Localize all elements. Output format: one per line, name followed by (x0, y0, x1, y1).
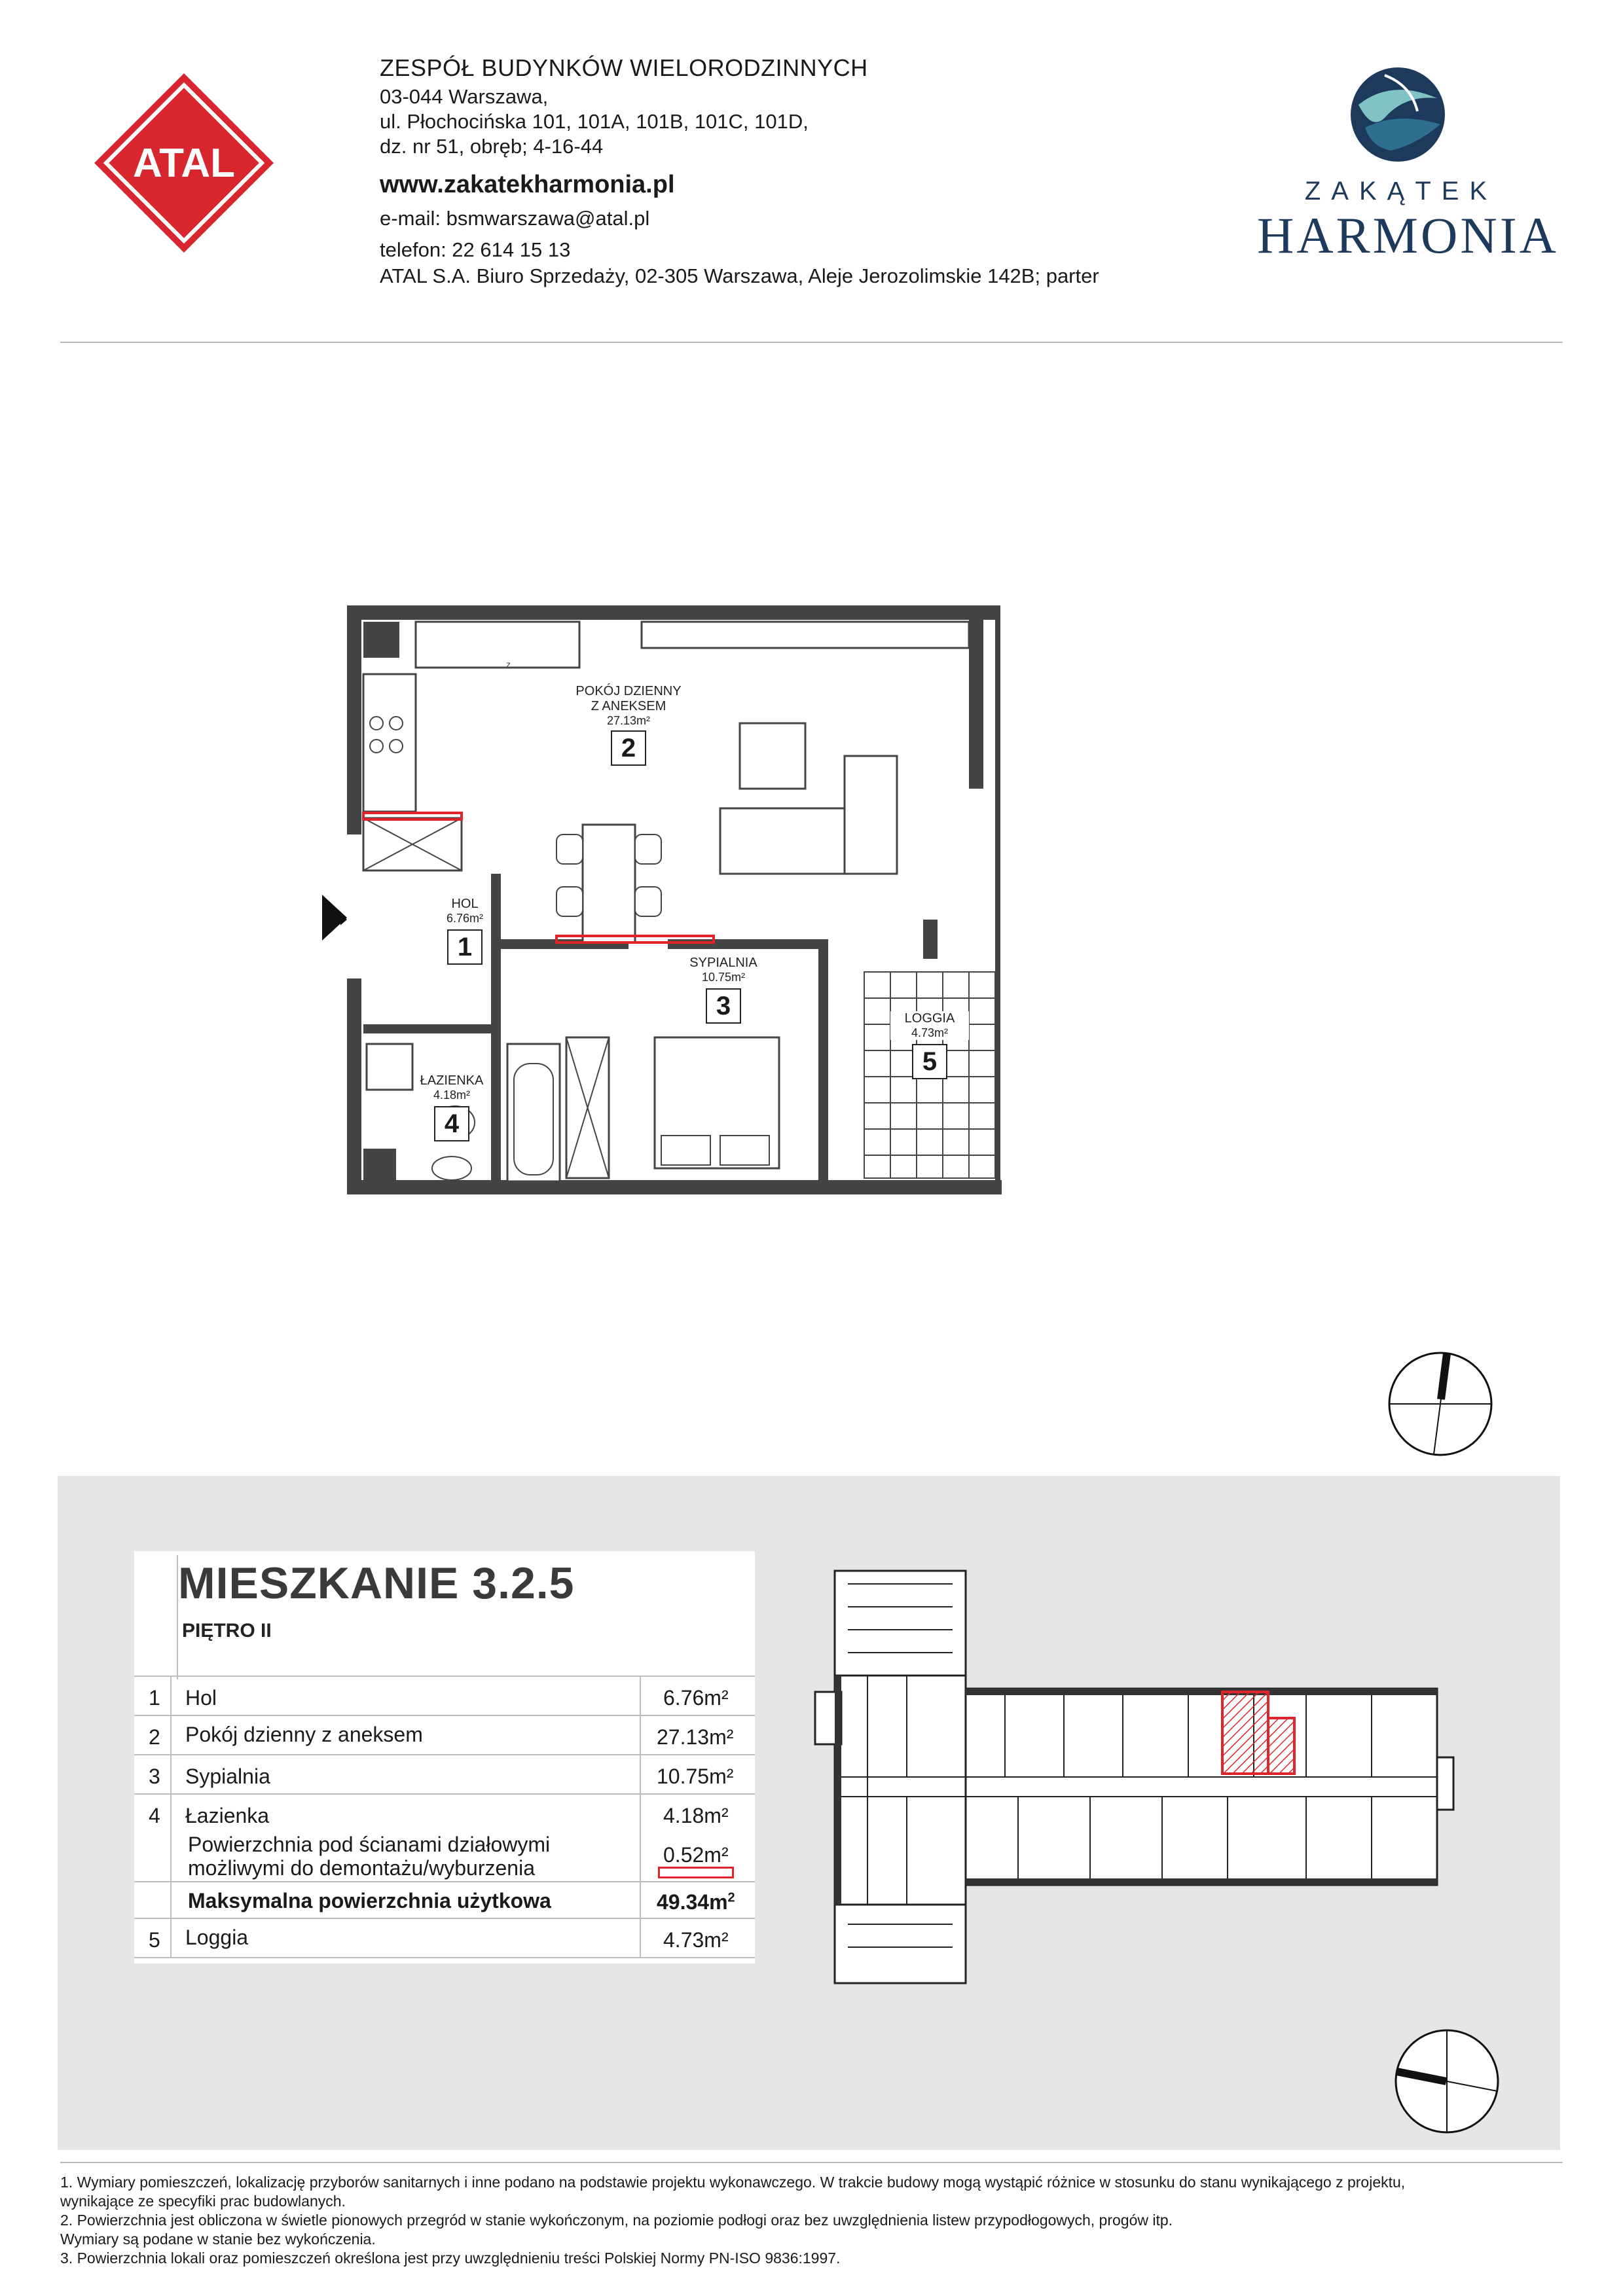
table-row-loggia (134, 1918, 755, 1958)
header-divider (60, 342, 1563, 343)
room-bathroom-area: 4.18m² (433, 1088, 471, 1102)
row-area: 10.75m² (657, 1765, 734, 1788)
address-plot: dz. nr 51, obręb; 4-16-44 (380, 135, 604, 158)
project-title: ZESPÓŁ BUDYNKÓW WIELORODZINNYCH (380, 54, 868, 81)
harmonia-logo (1244, 65, 1559, 264)
apartment-title: MIESZKANIE 3.2.5 (178, 1558, 575, 1608)
footnote-2: 2. Powierzchnia jest obliczona w świetle pionowych przegród w stanie wykończonym, na poziomie podłogi oraz bez uwzględnienia listew przypodłogowych, progów itp. (60, 2212, 1173, 2229)
compass-key-plan-icon (1391, 2026, 1503, 2140)
max-area-value: $49.34m^2$ (657, 1890, 735, 1914)
table-row (134, 1676, 755, 1716)
room-living-number: 2 (611, 730, 646, 766)
room-bedroom-name: SYPIALNIA (689, 956, 757, 970)
row-area: 6.76m² (663, 1686, 729, 1710)
room-hall-name: HOL (451, 897, 479, 911)
atal-logo (92, 71, 276, 255)
room-bedroom-number: 3 (706, 988, 741, 1024)
room-hall-number: 1 (447, 929, 483, 965)
room-loggia-area: 4.73m² (890, 1026, 969, 1040)
room-hall-area: 6.76m² (446, 912, 484, 925)
floor-plan (340, 592, 1061, 1221)
building-key-plan-drawing (809, 1568, 1457, 1986)
room-hall (432, 897, 498, 965)
row-number: 2 (149, 1725, 160, 1749)
room-bedroom (681, 956, 766, 1024)
address-street: ul. Płochocińska 101, 101A, 101B, 101C, 101D, (380, 110, 809, 133)
row-label: Sypialnia (185, 1765, 270, 1788)
apartment-floor: PIĘTRO II (182, 1620, 272, 1641)
room-bathroom-number: 4 (434, 1106, 469, 1141)
room-living-name: POKÓJ DZIENNY (575, 684, 682, 698)
footnotes (60, 2173, 1566, 2268)
room-bedroom-area: 10.75m² (701, 971, 746, 984)
footnote-3: 3. Powierzchnia lokali oraz pomieszczeń określona jest przy uwzględnieniu treści Polskiej Normy PN-ISO 9836:1997. (60, 2250, 841, 2267)
room-bathroom-name: ŁAZIENKA (420, 1073, 484, 1088)
harmonia-logo-line1: ZAKĄTEK (1304, 177, 1498, 206)
footnote-divider (60, 2162, 1563, 2163)
room-loggia (890, 1011, 969, 1079)
footnote-2-cont: Wymiary są podane w stanie bez wykończenia. (60, 2231, 376, 2248)
row-label: Hol (185, 1686, 217, 1710)
row-number: 4 (149, 1804, 160, 1827)
row-label: Loggia (185, 1926, 249, 1949)
row-number: 1 (149, 1686, 160, 1710)
row-area: 4.18m² (663, 1804, 729, 1827)
walls-label-line2: możliwymi do demontażu/wyburzenia (188, 1856, 535, 1880)
footnote-1: 1. Wymiary pomieszczeń, lokalizację przyborów sanitarnych i inne podano na podstawie projektu wykonawczego. W trakcie budowy mogą wystąpić różnice w stosunku do stanu wynikającego z projektu, (60, 2174, 1406, 2191)
room-living-name2: Z ANEKSEM (591, 699, 666, 713)
kitchen-letter: z (506, 659, 511, 670)
room-loggia-number: 5 (912, 1044, 947, 1079)
atal-diamond-icon (92, 71, 276, 255)
walls-legend-swatch (658, 1867, 734, 1878)
walls-area: 0.52m² (663, 1843, 729, 1867)
room-loggia-name: LOGGIA (890, 1011, 969, 1026)
address-city: 03-044 Warszawa, (380, 85, 549, 108)
harmonia-emblem-icon (1345, 65, 1450, 164)
building-key-plan (809, 1568, 1457, 1990)
row-number: 5 (149, 1928, 160, 1952)
table-row (134, 1754, 755, 1795)
row-area: 4.73m² (663, 1928, 729, 1952)
room-living-area: 27.13m² (606, 714, 651, 727)
compass-icon (1385, 1348, 1496, 1463)
row-number: 3 (149, 1765, 160, 1788)
email-link[interactable]: e-mail: bsmwarszawa@atal.pl (380, 207, 650, 230)
room-bathroom (412, 1073, 491, 1141)
harmonia-logo-line2: HARMONIA (1257, 207, 1559, 264)
table-row-walls (134, 1830, 755, 1880)
table-row-max (134, 1881, 755, 1919)
atal-logo-text: ATAL (132, 141, 236, 186)
office-address: ATAL S.A. Biuro Sprzedaży, 02-305 Warszawa, Aleje Jerozolimskie 142B; parter (380, 264, 1099, 287)
website-link[interactable]: www.zakatekharmonia.pl (380, 171, 675, 198)
area-table (134, 1676, 755, 1964)
row-area: 27.13m² (657, 1725, 734, 1749)
entrance-arrow-icon (322, 895, 348, 944)
max-area-label: Maksymalna powierzchnia użytkowa (188, 1889, 551, 1912)
table-row (134, 1793, 755, 1834)
walls-label-line1: Powierzchnia pod ścianami działowymi (188, 1833, 551, 1856)
room-living (563, 684, 694, 766)
footnote-1-cont: wynikające ze specyfiki prac budowlanych. (60, 2193, 346, 2210)
row-label: Łazienka (185, 1804, 270, 1827)
phone-text: telefon: 22 614 15 13 (380, 238, 571, 261)
row-label: Pokój dzienny z aneksem (185, 1723, 423, 1746)
table-row (134, 1715, 755, 1755)
